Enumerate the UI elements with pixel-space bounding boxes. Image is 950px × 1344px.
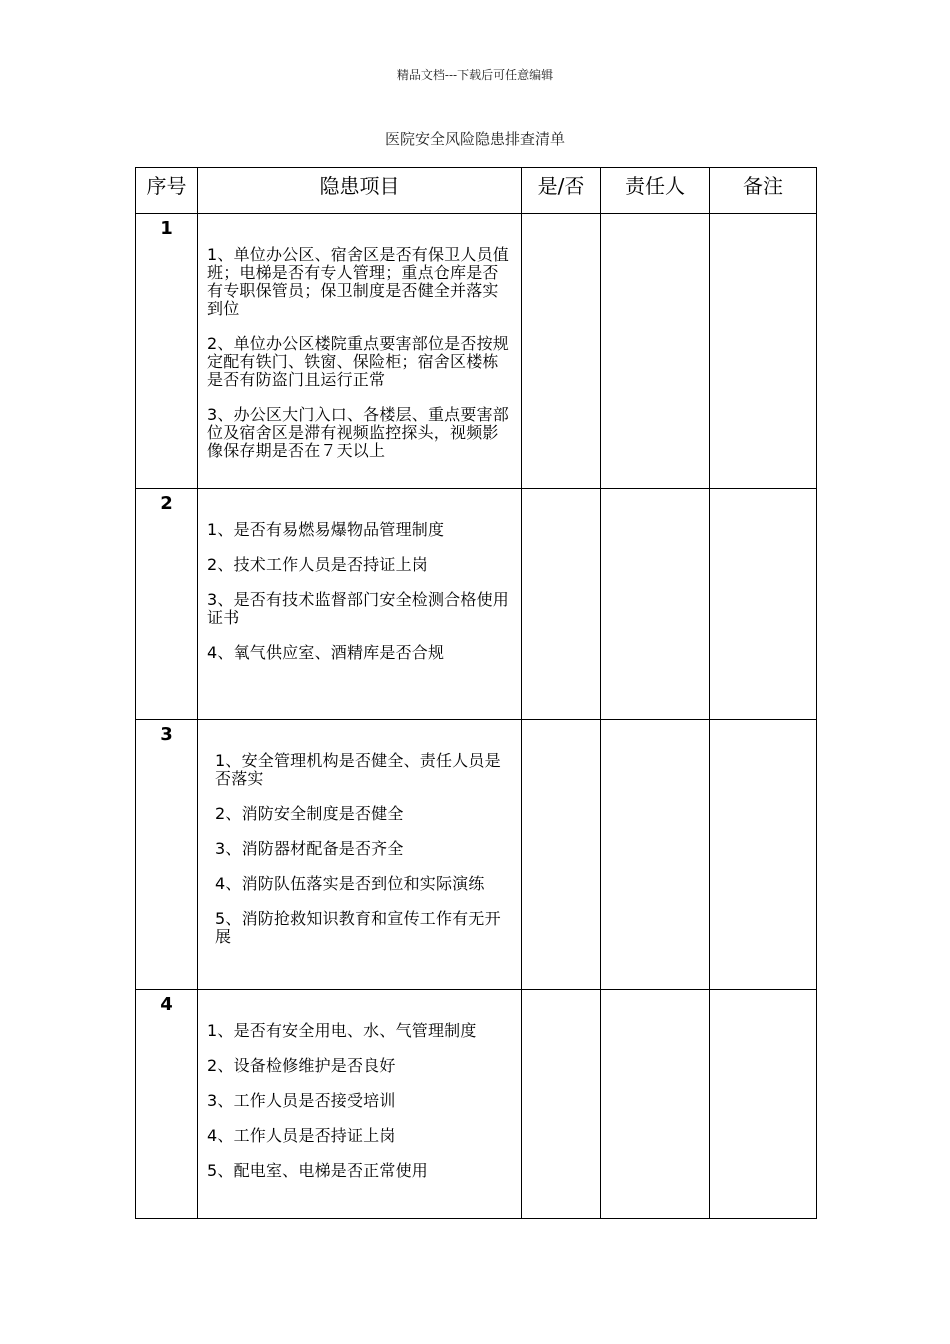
table-row: [136, 720, 817, 990]
header-note: 精品文档---下载后可任意编辑: [396, 68, 554, 82]
yes-no-cell[interactable]: [522, 720, 601, 990]
table-row: [136, 489, 817, 720]
row-number-cell: 1: [136, 214, 198, 489]
remarks-cell[interactable]: [710, 990, 817, 1219]
hazard-item: 3、办公区大门入口、各楼层、重点要害部位及宿舍区是滞有视频监控探头，视频影像保存期是否在７天以上: [207, 405, 509, 460]
checklist-table: [135, 167, 817, 1219]
table-row: [136, 990, 817, 1219]
hazard-item: 1、单位办公区、宿舍区是否有保卫人员值班；电梯是否有专人管理；重点仓库是否有专职保管员；保卫制度是否健全并落实到位: [207, 245, 509, 318]
hazard-items-cell: [198, 990, 522, 1219]
table-header-row: [136, 168, 817, 214]
hazard-item: 1、安全管理机构是否健全、责任人员是否落实: [215, 751, 501, 788]
col-header-remarks: 备注: [710, 168, 817, 214]
hazard-item: 3、工作人员是否接受培训: [207, 1091, 396, 1110]
hazard-item: 2、设备检修维护是否良好: [207, 1056, 396, 1075]
col-header-number: 序号: [136, 168, 198, 214]
responsible-person-cell[interactable]: [601, 214, 710, 489]
col-header-responsible-person: 责任人: [601, 168, 710, 214]
hazard-item: 3、是否有技术监督部门安全检测合格使用 证书: [207, 590, 509, 627]
page-title: 医院安全风险隐患排查清单: [384, 130, 565, 148]
col-header-yes-no: 是/否: [522, 168, 601, 214]
yes-no-cell[interactable]: [522, 214, 601, 489]
hazard-item: 2、消防安全制度是否健全: [215, 804, 404, 823]
remarks-cell[interactable]: [710, 214, 817, 489]
responsible-person-cell[interactable]: [601, 990, 710, 1219]
hazard-item: 1、是否有易燃易爆物品管理制度: [207, 520, 445, 539]
hazard-item: 4、消防队伍落实是否到位和实际演练: [215, 874, 485, 893]
remarks-cell[interactable]: [710, 489, 817, 720]
row-number-cell: 4: [136, 990, 198, 1219]
remarks-cell[interactable]: [710, 720, 817, 990]
hazard-item: 4、氧气供应室、酒精库是否合规: [207, 643, 445, 662]
hazard-item: 2、单位办公区楼院重点要害部位是否按规定配有铁门、铁窗、保险柜；宿舍区楼栋是否有防盗门且运行正常: [207, 334, 509, 389]
yes-no-cell[interactable]: [522, 990, 601, 1219]
hazard-item: 5、配电室、电梯是否正常使用: [207, 1161, 428, 1180]
table-row: [136, 214, 817, 489]
yes-no-cell[interactable]: [522, 489, 601, 720]
row-number-cell: 2: [136, 489, 198, 720]
hazard-items-cell: [198, 720, 522, 990]
hazard-items-cell: [198, 489, 522, 720]
hazard-items-cell: [198, 214, 522, 489]
responsible-person-cell[interactable]: [601, 720, 710, 990]
hazard-item: 4、工作人员是否持证上岗: [207, 1126, 396, 1145]
row-number-cell: 3: [136, 720, 198, 990]
responsible-person-cell[interactable]: [601, 489, 710, 720]
hazard-item: 5、消防抢救知识教育和宣传工作有无开展: [215, 909, 501, 946]
col-header-hazard-item: 隐患项目: [198, 168, 522, 214]
hazard-item: 3、消防器材配备是否齐全: [215, 839, 404, 858]
hazard-item: 2、技术工作人员是否持证上岗: [207, 555, 428, 574]
hazard-item: 1、是否有安全用电、水、气管理制度: [207, 1021, 477, 1040]
